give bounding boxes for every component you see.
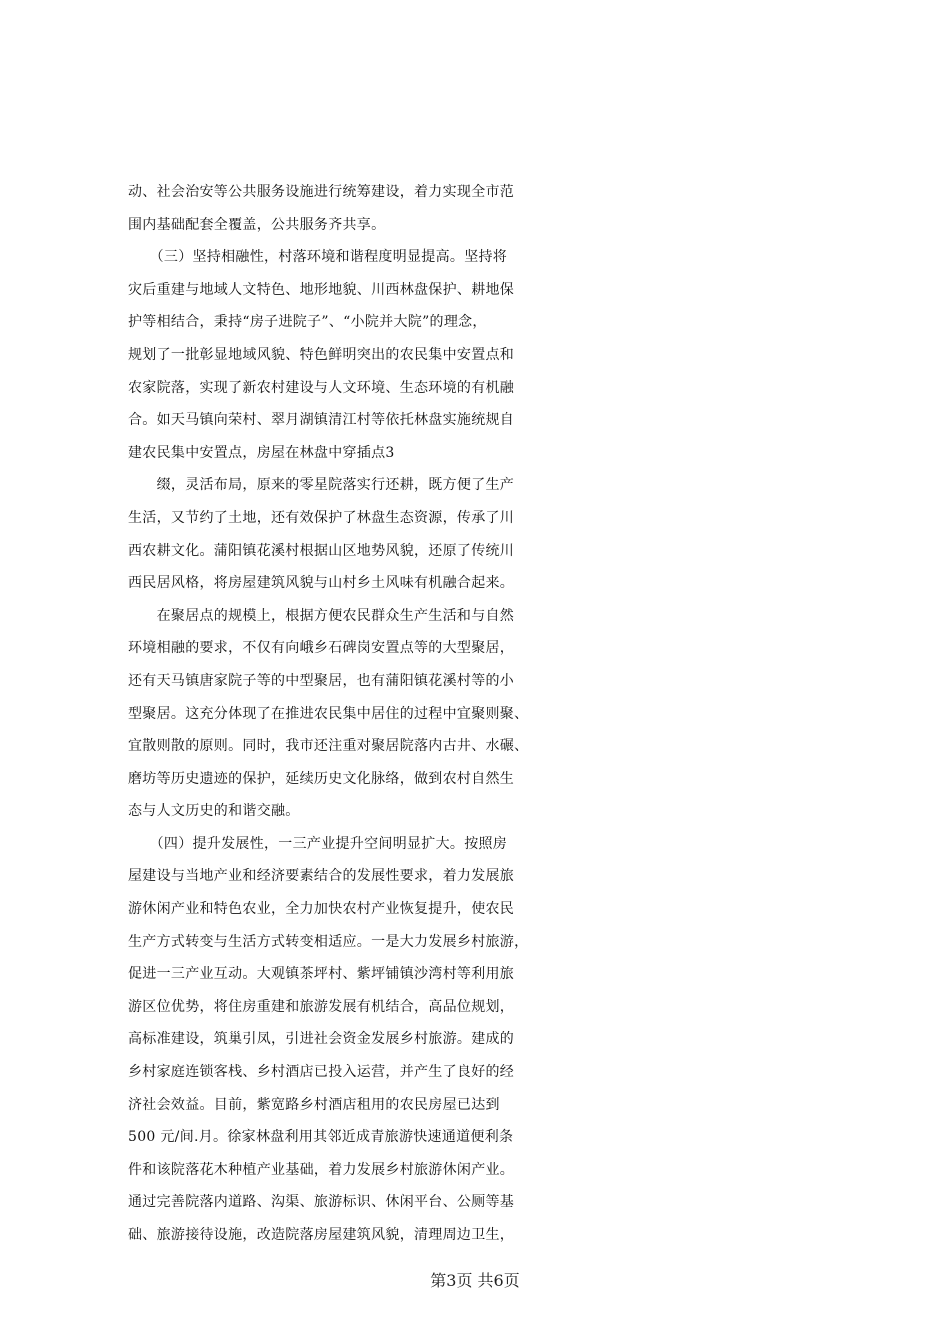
text-line: 游区位优势，将住房重建和旅游发展有机结合，高品位规划， <box>128 998 515 1015</box>
text-line: 促进一三产业互动。大观镇茶坪村、紫坪铺镇沙湾村等利用旅 <box>128 966 515 983</box>
text-line: 生产方式转变与生活方式转变相适应。一是大力发展乡村旅游， <box>128 933 529 950</box>
text-line: 环境相融的要求，不仅有向峨乡石碑岗安置点等的大型聚居， <box>128 640 515 657</box>
text-line: 型聚居。这充分体现了在推进农民集中居住的过程中宜聚则聚、 <box>128 705 529 722</box>
text-line: 合。如天马镇向荣村、翠月湖镇清江村等依托林盘实施统规自 <box>128 412 515 429</box>
text-line: 灾后重建与地域人文特色、地形地貌、川西林盘保护、耕地保 <box>128 281 515 298</box>
text-line: 高标准建设，筑巢引凤，引进社会资金发展乡村旅游。建成的 <box>128 1031 515 1048</box>
text-line: 西农耕文化。蒲阳镇花溪村根据山区地势风貌，还原了传统川 <box>128 542 515 559</box>
text-line: 护等相结合，秉持“房子进院子”、“小院并大院”的理念， <box>128 314 487 331</box>
text-line: 规划了一批彰显地域风貌、特色鲜明突出的农民集中安置点和 <box>128 346 515 363</box>
text-line: 建农民集中安置点，房屋在林盘中穿插点3 <box>128 444 395 461</box>
text-line: （四）提升发展性，一三产业提升空间明显扩大。按照房 <box>128 835 508 852</box>
text-line: 围内基础配套全覆盖，公共服务齐共享。 <box>128 216 386 233</box>
text-line: 态与人文历史的和谐交融。 <box>128 803 300 820</box>
text-line: 在聚居点的规模上，根据方便农民群众生产生活和与自然 <box>128 607 515 624</box>
text-line: 乡村家庭连锁客栈、乡村酒店已投入运营，并产生了良好的经 <box>128 1064 515 1081</box>
text-line: 生活，又节约了土地，还有效保护了林盘生态资源，传承了川 <box>128 509 515 526</box>
text-line: （三）坚持相融性，村落环境和谐程度明显提高。坚持将 <box>128 249 508 266</box>
text-line: 缀，灵活布局，原来的零星院落实行还耕，既方便了生产 <box>128 477 515 494</box>
text-line: 还有天马镇唐家院子等的中型聚居，也有蒲阳镇花溪村等的小 <box>128 672 515 689</box>
text-line: 磨坊等历史遗迹的保护，延续历史文化脉络，做到农村自然生 <box>128 770 515 787</box>
text-line: 通过完善院落内道路、沟渠、旅游标识、休闲平台、公厕等基 <box>128 1194 515 1211</box>
text-line: 农家院落，实现了新农村建设与人文环境、生态环境的有机融 <box>128 379 515 396</box>
document-body <box>128 176 828 1252</box>
text-line: 西民居风格，将房屋建筑风貌与山村乡土风味有机融合起来。 <box>128 575 515 592</box>
text-line: 济社会效益。目前，紫宽路乡村酒店租用的农民房屋已达到 <box>128 1096 500 1113</box>
text-line: 宜散则散的原则。同时，我市还注重对聚居院落内古井、水碾、 <box>128 738 529 755</box>
text-line: 动、社会治安等公共服务设施进行统筹建设，着力实现全市范 <box>128 184 515 200</box>
text-line: 屋建设与当地产业和经济要素结合的发展性要求，着力发展旅 <box>128 868 515 885</box>
page-footer: 第3页 共6页 <box>430 1271 520 1290</box>
text-line: 件和该院落花木种植产业基础，着力发展乡村旅游休闲产业。 <box>128 1161 515 1178</box>
text-line: 础、旅游接待设施，改造院落房屋建筑风貌，清理周边卫生， <box>128 1227 515 1243</box>
text-line: 游休闲产业和特色农业，全力加快农村产业恢复提升，使农民 <box>128 901 515 918</box>
text-line: 500 元/间.月。徐家林盘利用其邻近成青旅游快速通道便利条 <box>128 1129 514 1146</box>
